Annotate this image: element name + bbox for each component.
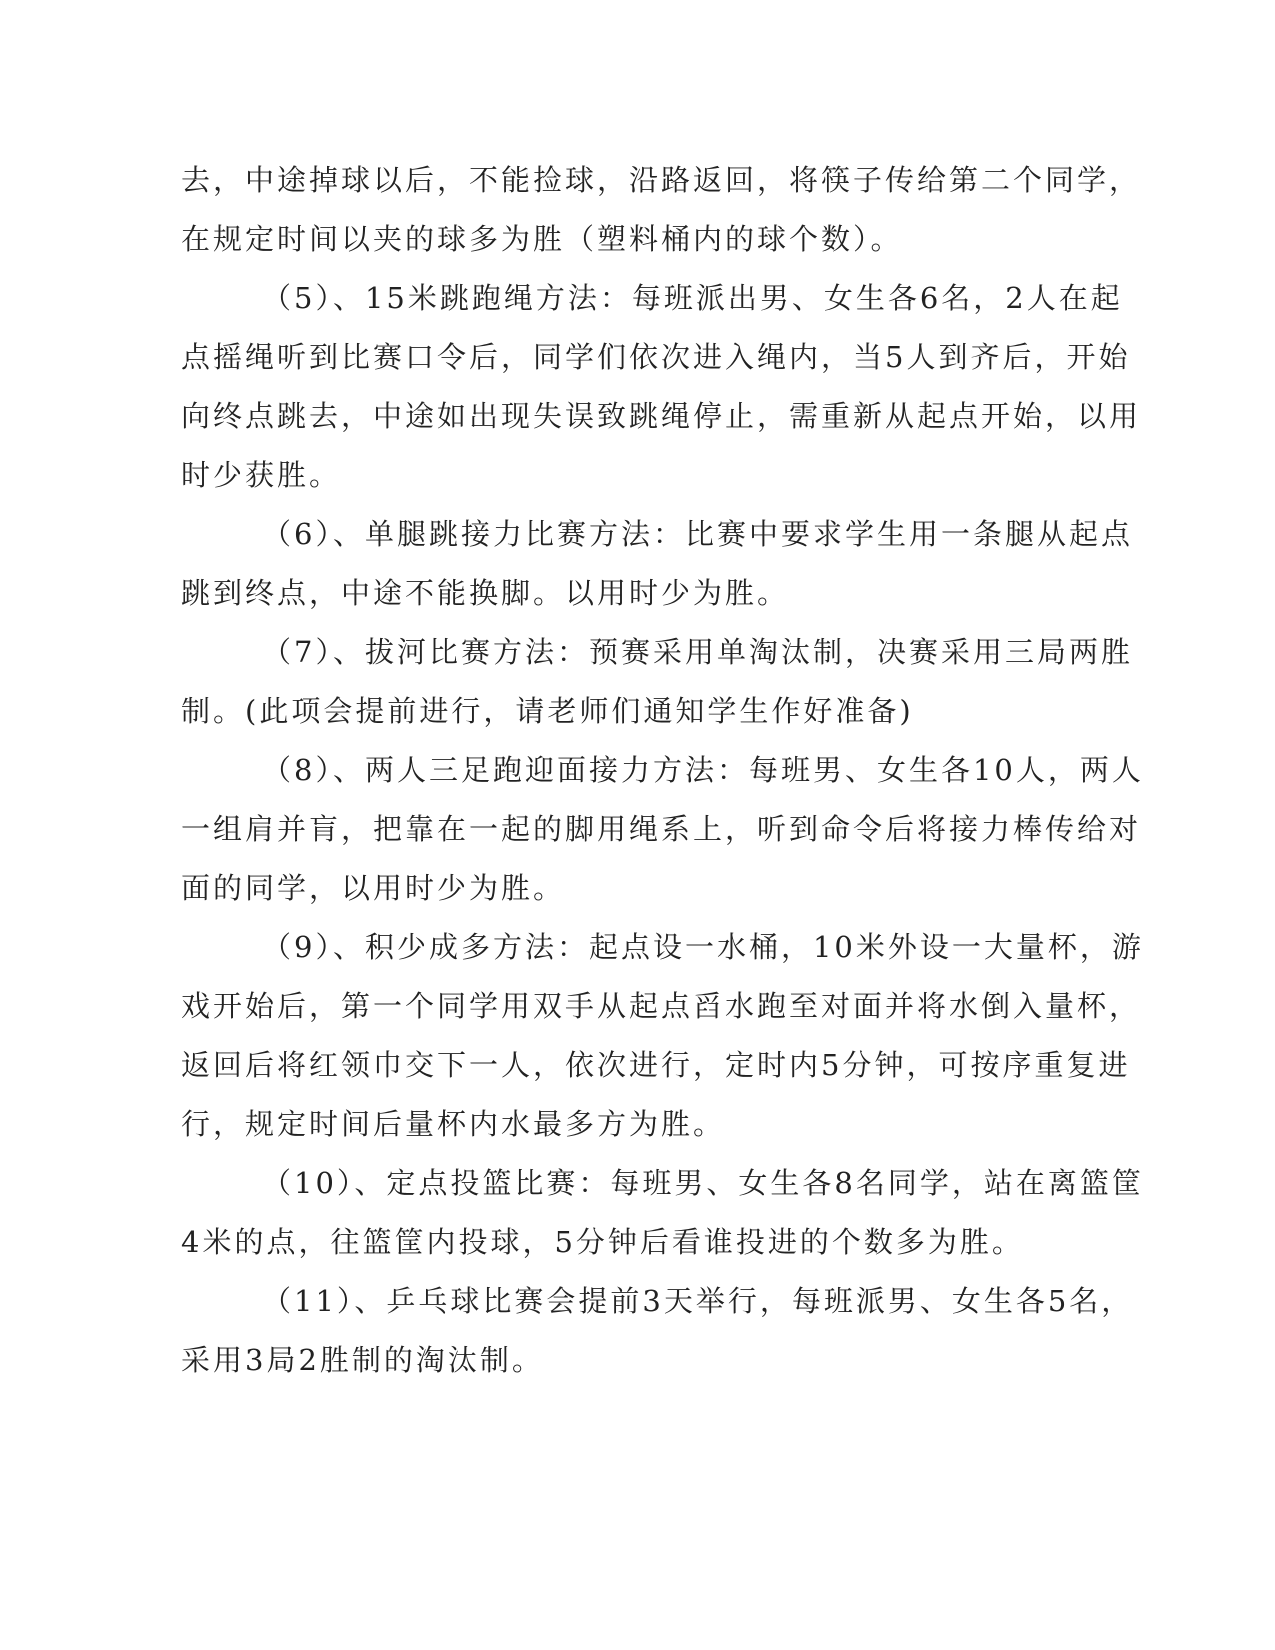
text-line: 行，规定时间后量杯内水最多方为胜。 [181, 1107, 726, 1141]
text-line: 采用3局2胜制的淘汰制。 [181, 1343, 544, 1377]
text-line: 在规定时间以夹的球多为胜（塑料桶内的球个数）。 [181, 222, 903, 256]
text-line: 4米的点，往篮筐内投球，5分钟后看谁投进的个数多为胜。 [181, 1225, 1024, 1259]
paragraph-first-line: （5）、15米跳跑绳方法：每班派出男、女生各6名，2人在起 [262, 281, 1123, 315]
paragraph-first-line: （8）、两人三足跑迎面接力方法：每班男、女生各10人，两人 [262, 753, 1144, 787]
text-line: 去，中途掉球以后，不能捡球，沿路返回，将筷子传给第二个同学， [181, 163, 1142, 197]
text-line: 时少获胜。 [181, 458, 342, 492]
text-line: 返回后将红领巾交下一人，依次进行，定时内5分钟，可按序重复进 [181, 1048, 1131, 1082]
text-line: 制。(此项会提前进行，请老师们通知学生作好准备) [181, 694, 914, 728]
text-line: 面的同学，以用时少为胜。 [181, 871, 566, 905]
paragraph-first-line: （10）、定点投篮比赛：每班男、女生各8名同学，站在离篮筐 [262, 1166, 1144, 1200]
paragraph-first-line: （6）、单腿跳接力比赛方法：比赛中要求学生用一条腿从起点 [262, 517, 1133, 551]
text-line: 跳到终点，中途不能换脚。以用时少为胜。 [181, 576, 790, 610]
paragraph-first-line: （7）、拔河比赛方法：预赛采用单淘汰制，决赛采用三局两胜 [262, 635, 1133, 669]
text-line: 向终点跳去，中途如出现失误致跳绳停止，需重新从起点开始，以用 [181, 399, 1142, 433]
text-line: 一组肩并肓，把靠在一起的脚用绳系上，听到命令后将接力棒传给对 [181, 812, 1142, 846]
text-line: 戏开始后，第一个同学用双手从起点舀水跑至对面并将水倒入量杯， [181, 989, 1142, 1023]
paragraph-first-line: （11）、乒乓球比赛会提前3天举行，每班派男、女生各5名， [262, 1284, 1134, 1318]
text-line: 点摇绳听到比赛口令后，同学们依次进入绳内，当5人到齐后，开始 [181, 340, 1131, 374]
paragraph-first-line: （9）、积少成多方法：起点设一水桶，10米外设一大量杯，游 [262, 930, 1144, 964]
